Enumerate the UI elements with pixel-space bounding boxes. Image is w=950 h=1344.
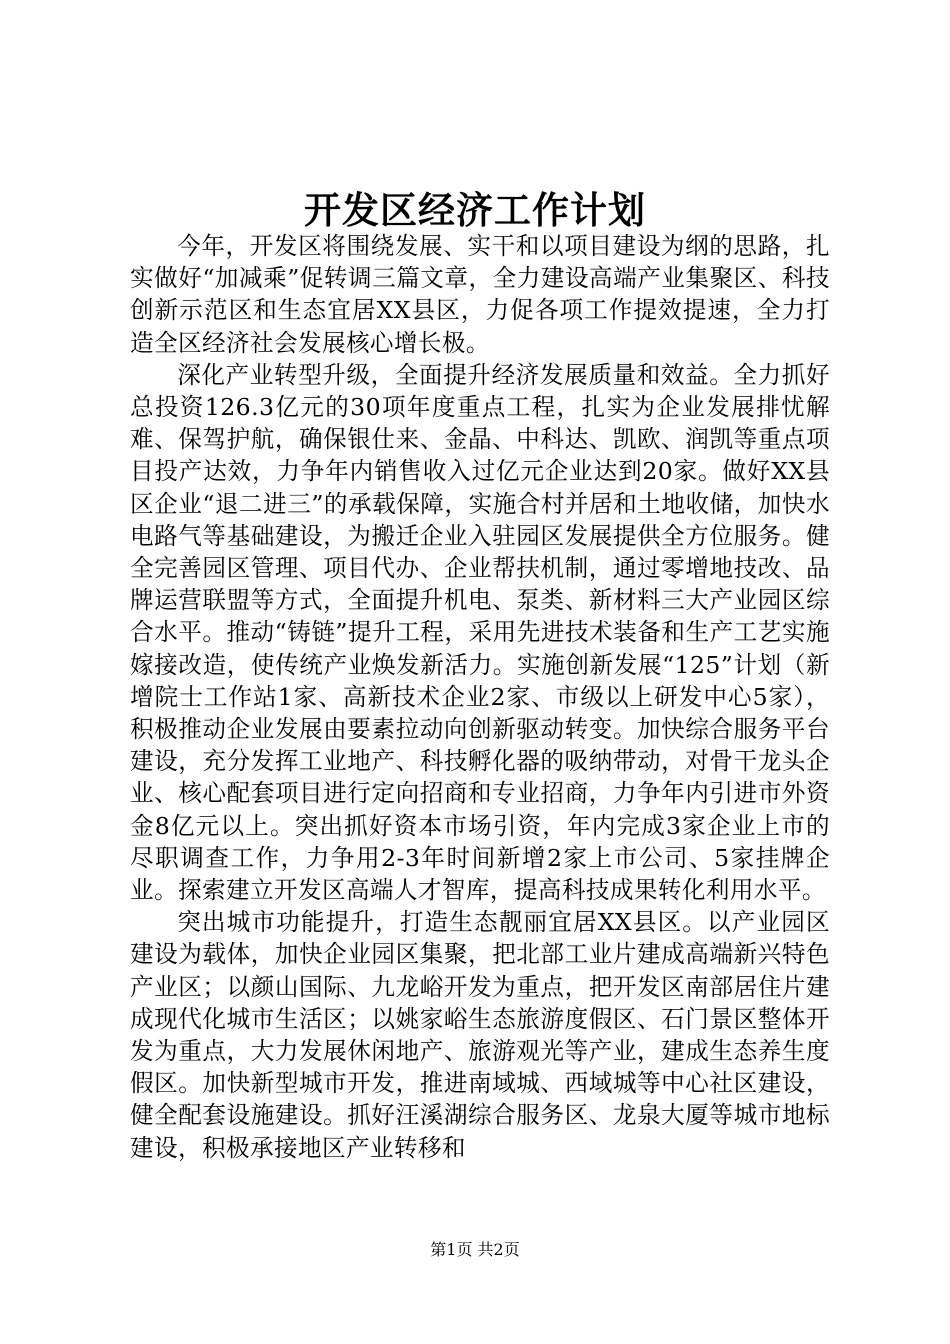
paragraph-intro: 今年，开发区将围绕发展、实干和以项目建设为纲的思路，扎实做好“加减乘”促转调三篇文章，全力建设高端产业集聚区、科技创新示范区和生态宜居XX县区，力促各项工作提效提速，全力打造全区经济社会发展核心增长极。 xyxy=(130,232,830,357)
page-number-footer: 第1页 共2页 xyxy=(430,1240,520,1259)
document-body xyxy=(130,230,830,1164)
paragraph-city-function: 突出城市功能提升，打造生态靓丽宜居XX县区。以产业园区建设为载体，加快企业园区集聚，把北部工业片建成高端新兴特色产业区；以颜山国际、九龙峪开发为重点，把开发区南部居住片建成现代化城市生活区；以姚家峪生态旅游度假区、石门景区整体开发为重点，大力发展休闲地产、旅游观光等产业，建成生态养生度假区。加快新型城市开发，推进南域城、西域城等中心社区建设，健全配套设施建设。抓好汪溪湖综合服务区、龙泉大厦等城市地标建设，积极承接地区产业转移和 xyxy=(130,908,830,1162)
paragraph-industry-upgrade: 深化产业转型升级，全面提升经济发展质量和效益。全力抓好总投资126.3亿元的30项年度重点工程，扎实为企业发展排忧解难、保驾护航，确保银仕来、金晶、中科达、凯欧、润凯等重点项目投产达效，力争年内销售收入过亿元企业达到20家。做好XX县区企业“退二进三”的承载保障，实施合村并居和土地收储，加快水电路气等基础建设，为搬迁企业入驻园区发展提供全方位服务。健全完善园区管理、项目代办、企业帮扶机制，通过零增地技改、品牌运营联盟等方式，全面提升机电、泵类、新材料三大产业园区综合水平。推动“铸链”提升工程，采用先进技术装备和生产工艺实施嫁接改造，使传统产业焕发新活力。实施创新发展“125”计划（新增院士工作站1家、高新技术企业2家、市级以上研发中心5家），积极推动企业发展由要素拉动向创新驱动转变。加快综合服务平台建设，充分发挥工业地产、科技孵化器的吸纳带动，对骨干龙头企业、核心配套项目进行定向招商和专业招商，力争年内引进市外资金8亿元以上。突出抓好资本市场引资，年内完成3家企业上市的尽职调查工作，力争用2-3年时间新增2家上市公司、5家挂牌企业。探索建立开发区高端人才智库，提高科技成果转化利用水平。 xyxy=(130,360,830,905)
page-title: 开发区经济工作计划 xyxy=(304,188,646,232)
